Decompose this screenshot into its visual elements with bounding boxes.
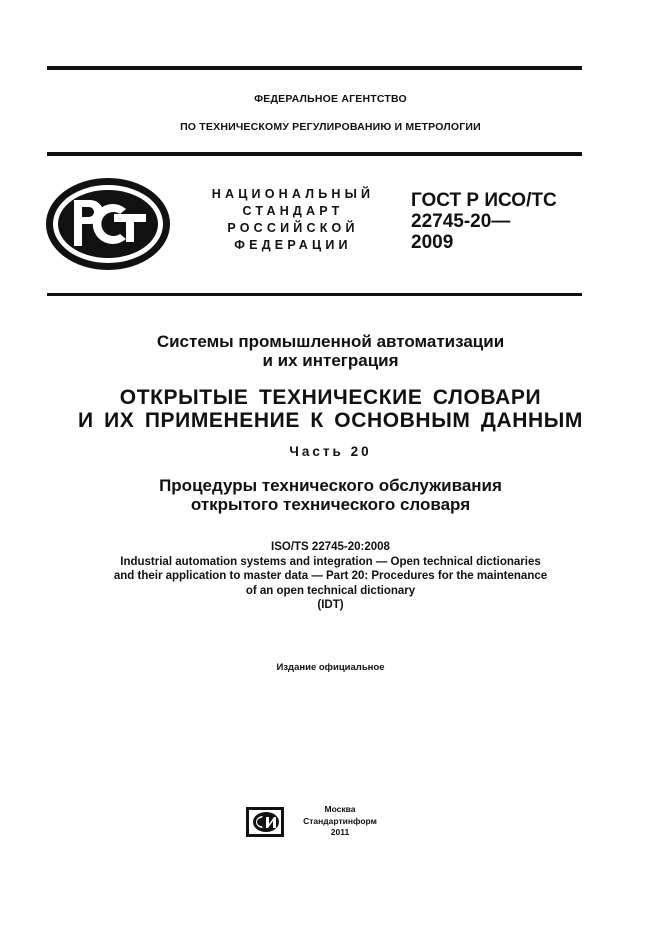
designation-line-1: ГОСТ Р ИСО/ТС	[411, 190, 557, 211]
national-standard-label	[200, 186, 386, 254]
publisher-name: Стандартинформ	[303, 815, 377, 826]
national-line-2: СТАНДАРТ	[242, 204, 344, 218]
rst-logo	[44, 176, 172, 272]
publisher-year: 2011	[330, 827, 350, 837]
agency-line-1: ФЕДЕРАЛЬНОЕ АГЕНТСТВО	[254, 93, 407, 105]
top-rule	[47, 66, 582, 70]
title-proc-line-2: открытого технического словаря	[190, 495, 471, 514]
rst-mark-icon	[44, 176, 172, 272]
designation-line-2: 22745-20—	[411, 211, 511, 232]
iso-line-4: of an open technical dictionary	[245, 584, 416, 597]
header-rule	[47, 152, 582, 156]
national-line-3: РОССИЙСКОЙ	[227, 221, 359, 235]
iso-reference	[0, 540, 661, 613]
publisher-logo	[245, 806, 285, 838]
title-main	[0, 386, 661, 432]
middle-rule	[47, 293, 582, 296]
national-line-1: НАЦИОНАЛЬНЫЙ	[211, 187, 375, 201]
iso-line-1: ISO/TS 22745-20:2008	[271, 541, 390, 553]
title-procedures	[0, 476, 661, 514]
standard-designation	[411, 190, 591, 253]
iso-line-2: Industrial automation systems and integration — Open technical dictionaries	[120, 555, 541, 568]
title-sub-line-2: и их интеграция	[262, 351, 399, 370]
agency-line-2: ПО ТЕХНИЧЕСКОМУ РЕГУЛИРОВАНИЮ И МЕТРОЛОГИИ	[180, 121, 481, 133]
publisher-city: Москва	[324, 804, 356, 814]
title-main-line-1: ОТКРЫТЫЕ ТЕХНИЧЕСКИЕ СЛОВАРИ	[119, 386, 542, 409]
national-line-4: ФЕДЕРАЦИИ	[234, 238, 352, 252]
standartinform-logo-icon	[245, 806, 285, 838]
title-main-line-2: И ИХ ПРИМЕНЕНИЕ К ОСНОВНЫМ ДАННЫМ	[77, 409, 583, 432]
designation-line-3: 2009	[411, 232, 454, 253]
iso-line-5: (IDT)	[317, 599, 344, 611]
title-subject	[0, 332, 661, 370]
publisher-info	[292, 804, 388, 839]
title-part: Часть 20	[289, 444, 372, 459]
iso-line-3: and their application to master data — Part 20: Procedures for the maintenance	[113, 570, 548, 582]
edition-label: Издание официальное	[276, 662, 385, 673]
title-sub-line-1: Системы промышленной автоматизации	[156, 332, 505, 351]
title-proc-line-1: Процедуры технического обслуживания	[159, 476, 502, 495]
